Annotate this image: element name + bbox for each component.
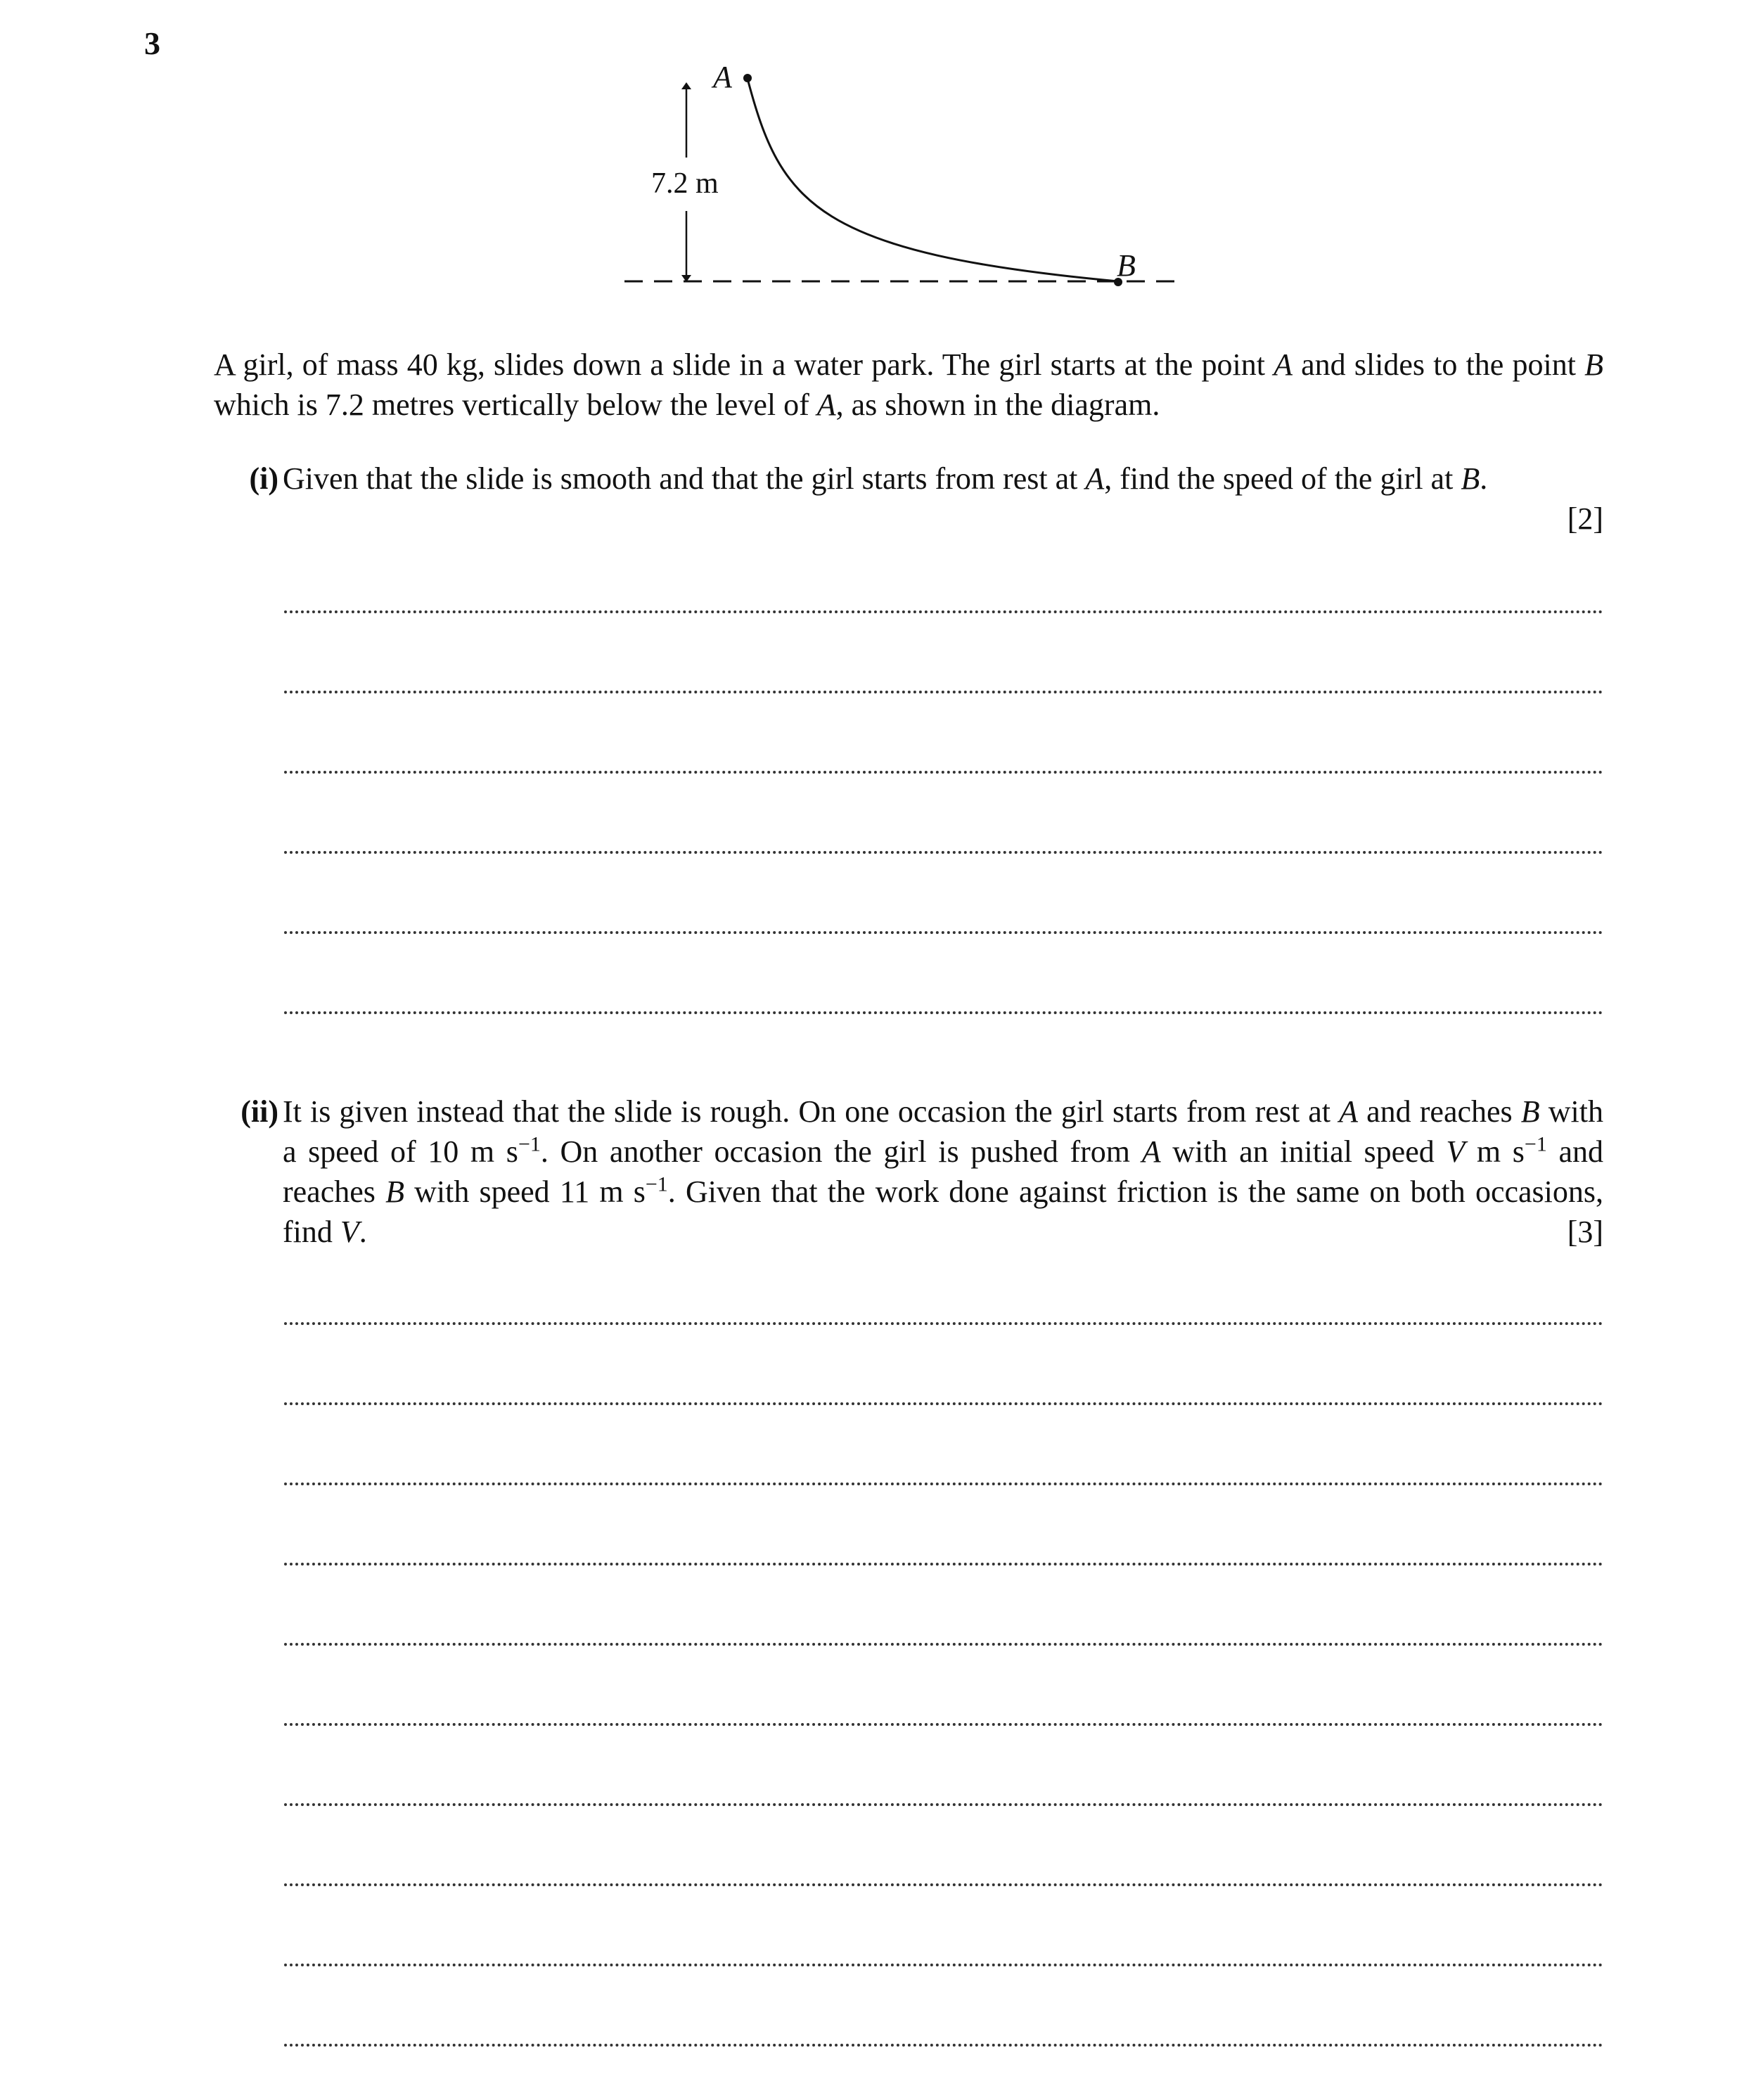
point-a-dot [743,74,752,82]
answer-line[interactable] [284,771,1603,774]
question-intro: A girl, of mass 40 kg, slides down a slide in a water park. The girl starts at the point A and slides to the point B which is 7.2 metres vertically below the level of A, as shown in the diagram. [214,347,1603,422]
answer-line[interactable] [284,1723,1603,1726]
answer-line[interactable] [284,851,1603,854]
height-label: 7.2 m [651,167,719,200]
part-i [214,459,1603,543]
answer-line[interactable] [284,1322,1603,1325]
answer-line[interactable] [284,1563,1603,1566]
answer-line[interactable] [284,1964,1603,1966]
question-number: 3 [144,25,160,61]
answer-line[interactable] [284,610,1603,613]
part-ii [214,1091,1603,1260]
answer-line[interactable] [284,2044,1603,2047]
part-i-marks: [2] [1567,501,1603,536]
answer-line[interactable] [284,1483,1603,1485]
answer-line[interactable] [284,1643,1603,1646]
answer-line[interactable] [284,1883,1603,1886]
answer-line[interactable] [284,1803,1603,1806]
point-b-label: B [1117,248,1136,283]
slide-curve [748,79,1118,281]
answer-line[interactable] [284,691,1603,693]
answer-line[interactable] [284,1011,1603,1014]
part-ii-marks: [3] [1567,1215,1603,1249]
answer-line[interactable] [284,1402,1603,1405]
part-i-label: (i) [249,461,278,496]
point-a-label: A [713,60,732,94]
part-ii-text: It is given instead that the slide is rough. On one occasion the girl starts from rest at A and reaches B with a speed of 10 m $s^{-1}$. On another occasion the girl is pushed from A with an initial speed V m $s^{-1}$ and reaches B with speed 11 m $s^{-1}$. Given that the work done against friction is the same on both occasions, find V. [283,1094,1604,1249]
slide-diagram [0,0,1744,309]
part-ii-label: (ii) [241,1094,278,1129]
answer-line[interactable] [284,931,1603,934]
part-i-text: Given that the slide is smooth and that the girl starts from rest at A, find the speed of the girl at B. [2] [283,459,1603,539]
